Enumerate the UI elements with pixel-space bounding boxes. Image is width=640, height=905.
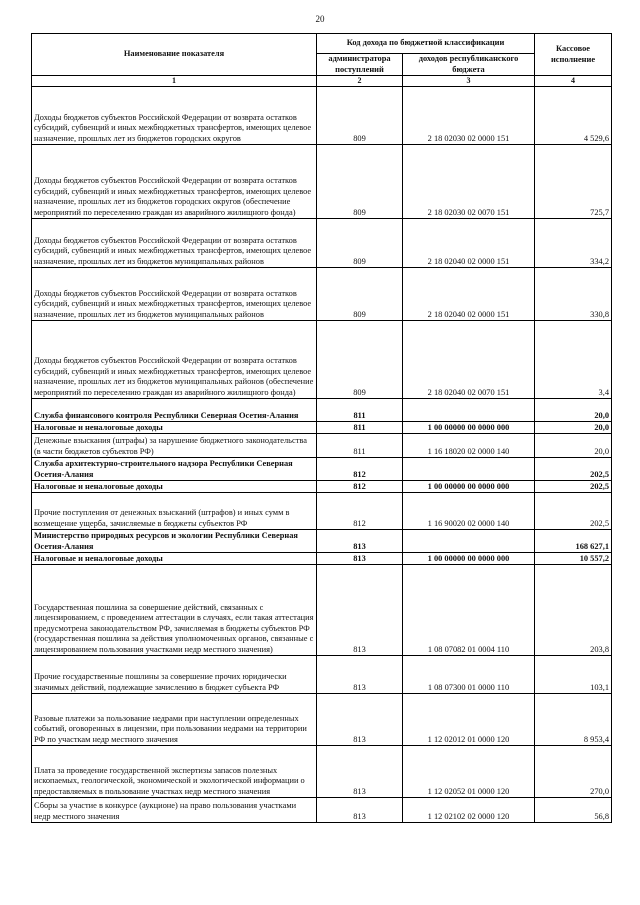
row-name-cell: Сборы за участие в конкурсе (аукционе) на право пользования участками недр местного значения bbox=[32, 798, 317, 823]
row-value-cell: 202,5 bbox=[535, 458, 612, 481]
row-value-cell: 203,8 bbox=[535, 565, 612, 656]
row-value-cell: 103,1 bbox=[535, 656, 612, 694]
row-name-cell: Налоговые и неналоговые доходы bbox=[32, 481, 317, 493]
row-admin-cell: 809 bbox=[317, 145, 403, 219]
page-number: 20 bbox=[315, 14, 325, 24]
row-admin-cell: 813 bbox=[317, 694, 403, 746]
row-code-cell: 1 08 07300 01 0000 110 bbox=[403, 656, 535, 694]
row-admin-cell: 813 bbox=[317, 656, 403, 694]
row-value-cell: 202,5 bbox=[535, 493, 612, 530]
header-admin: администратора поступлений bbox=[317, 54, 403, 76]
header-index-1: 1 bbox=[32, 76, 317, 87]
row-name-cell: Государственная пошлина за совершение действий, связанных с лицензированием, с проведением аттестации в случаях, если такая аттестация предусмотрена законодательством РФ, зачисляемая в бюджеты субъектов РФ (государственная пошлина за действия уполномоченных органов, связанные с лицензированием пользования участками недр местного значения) bbox=[32, 565, 317, 656]
row-name-cell: Министерство природных ресурсов и экологии Республики Северная Осетия-Алания bbox=[32, 530, 317, 553]
table-body bbox=[32, 87, 612, 823]
row-admin-cell: 809 bbox=[317, 87, 403, 145]
row-name-cell: Доходы бюджетов субъектов Российской Федерации от возврата остатков субсидий, субвенций и иных межбюджетных трансфертов, имеющих целевое назначение, прошлых лет из бюджетов городских округов (обеспечение мероприятий по переселению граждан из аварийного жилищного фонда) bbox=[32, 145, 317, 219]
row-admin-cell: 813 bbox=[317, 553, 403, 565]
row-name-cell: Прочие государственные пошлины за совершение прочих юридически значимых действий, подлежащие зачислению в бюджет субъекта РФ bbox=[32, 656, 317, 694]
row-value-cell: 334,2 bbox=[535, 219, 612, 268]
row-name-cell: Разовые платежи за пользование недрами при наступлении определенных событий, оговоренных в лицензии, при пользовании недрами на территории РФ по участкам недр местного значения bbox=[32, 694, 317, 746]
row-name-cell: Плата за проведение государственной экспертизы запасов полезных ископаемых, геологической, экономической и экологической информации о предоставляемых в пользование участках недр местного значения bbox=[32, 746, 317, 798]
header-code-group: Код дохода по бюджетной классификации bbox=[317, 34, 535, 54]
row-code-cell: 1 00 00000 00 0000 000 bbox=[403, 481, 535, 493]
row-code-cell: 1 12 02102 02 0000 120 bbox=[403, 798, 535, 823]
table-row bbox=[32, 493, 612, 530]
row-admin-cell: 811 bbox=[317, 399, 403, 422]
table-row bbox=[32, 481, 612, 493]
header-index-2: 2 bbox=[317, 76, 403, 87]
row-value-cell: 20,0 bbox=[535, 422, 612, 434]
header-revenue-code: доходов республиканского бюджета bbox=[403, 54, 535, 76]
row-name-cell: Служба архитектурно-строительного надзора Республики Северная Осетия-Алания bbox=[32, 458, 317, 481]
row-value-cell: 3,4 bbox=[535, 321, 612, 399]
row-value-cell: 4 529,6 bbox=[535, 87, 612, 145]
header-index-3: 3 bbox=[403, 76, 535, 87]
row-name-cell: Доходы бюджетов субъектов Российской Федерации от возврата остатков субсидий, субвенций и иных межбюджетных трансфертов, имеющих целевое назначение, прошлых лет из бюджетов муниципальных районов bbox=[32, 268, 317, 321]
row-value-cell: 725,7 bbox=[535, 145, 612, 219]
table-row bbox=[32, 268, 612, 321]
header-execution: Кассовое исполнение bbox=[535, 34, 612, 76]
row-name-cell: Доходы бюджетов субъектов Российской Федерации от возврата остатков субсидий, субвенций и иных межбюджетных трансфертов, имеющих целевое назначение, прошлых лет из бюджетов муниципальных районов (обеспечение мероприятий по переселению граждан из аварийного жилищного фонда) bbox=[32, 321, 317, 399]
row-admin-cell: 813 bbox=[317, 798, 403, 823]
table-row bbox=[32, 422, 612, 434]
header-name: Наименование показателя bbox=[32, 34, 317, 76]
row-code-cell: 1 16 18020 02 0000 140 bbox=[403, 434, 535, 458]
row-admin-cell: 813 bbox=[317, 565, 403, 656]
row-admin-cell: 809 bbox=[317, 219, 403, 268]
header-index-4: 4 bbox=[535, 76, 612, 87]
table-row bbox=[32, 565, 612, 656]
row-code-cell: 1 08 07082 01 0004 110 bbox=[403, 565, 535, 656]
row-value-cell: 8 953,4 bbox=[535, 694, 612, 746]
row-admin-cell: 813 bbox=[317, 530, 403, 553]
row-code-cell: 2 18 02030 02 0000 151 bbox=[403, 87, 535, 145]
row-code-cell: 1 12 02052 01 0000 120 bbox=[403, 746, 535, 798]
row-code-cell: 2 18 02040 02 0000 151 bbox=[403, 219, 535, 268]
row-name-cell: Прочие поступления от денежных взысканий (штрафов) и иных сумм в возмещение ущерба, зачисляемые в бюджеты субъектов РФ bbox=[32, 493, 317, 530]
row-code-cell bbox=[403, 458, 535, 481]
table-row bbox=[32, 458, 612, 481]
row-admin-cell: 809 bbox=[317, 321, 403, 399]
row-name-cell: Доходы бюджетов субъектов Российской Федерации от возврата остатков субсидий, субвенций и иных межбюджетных трансфертов, имеющих целевое назначение, прошлых лет из бюджетов муниципальных районов bbox=[32, 219, 317, 268]
row-admin-cell: 809 bbox=[317, 268, 403, 321]
row-value-cell: 20,0 bbox=[535, 399, 612, 422]
row-value-cell: 202,5 bbox=[535, 481, 612, 493]
row-value-cell: 270,0 bbox=[535, 746, 612, 798]
row-code-cell: 2 18 02040 02 0070 151 bbox=[403, 321, 535, 399]
table-row bbox=[32, 434, 612, 458]
row-admin-cell: 811 bbox=[317, 422, 403, 434]
row-code-cell: 1 00 00000 00 0000 000 bbox=[403, 422, 535, 434]
table-row bbox=[32, 219, 612, 268]
row-name-cell: Доходы бюджетов субъектов Российской Федерации от возврата остатков субсидий, субвенций и иных межбюджетных трансфертов, имеющих целевое назначение, прошлых лет из бюджетов городских округов bbox=[32, 87, 317, 145]
row-value-cell: 56,8 bbox=[535, 798, 612, 823]
row-value-cell: 10 557,2 bbox=[535, 553, 612, 565]
row-value-cell: 20,0 bbox=[535, 434, 612, 458]
table-row bbox=[32, 694, 612, 746]
row-name-cell: Налоговые и неналоговые доходы bbox=[32, 422, 317, 434]
row-name-cell: Налоговые и неналоговые доходы bbox=[32, 553, 317, 565]
row-value-cell: 330,8 bbox=[535, 268, 612, 321]
row-code-cell: 1 16 90020 02 0000 140 bbox=[403, 493, 535, 530]
row-code-cell bbox=[403, 530, 535, 553]
row-admin-cell: 812 bbox=[317, 458, 403, 481]
table-row bbox=[32, 530, 612, 553]
row-name-cell: Служба финансового контроля Республики Северная Осетия-Алания bbox=[32, 399, 317, 422]
table-row bbox=[32, 798, 612, 823]
row-value-cell: 168 627,1 bbox=[535, 530, 612, 553]
table-row bbox=[32, 87, 612, 145]
row-code-cell bbox=[403, 399, 535, 422]
row-admin-cell: 813 bbox=[317, 746, 403, 798]
row-code-cell: 2 18 02040 02 0000 151 bbox=[403, 268, 535, 321]
table-row bbox=[32, 399, 612, 422]
row-code-cell: 1 00 00000 00 0000 000 bbox=[403, 553, 535, 565]
row-name-cell: Денежные взыскания (штрафы) за нарушение бюджетного законодательства (в части бюджетов субъектов РФ) bbox=[32, 434, 317, 458]
row-admin-cell: 812 bbox=[317, 493, 403, 530]
row-admin-cell: 812 bbox=[317, 481, 403, 493]
table-row bbox=[32, 746, 612, 798]
table-row bbox=[32, 145, 612, 219]
table-row bbox=[32, 553, 612, 565]
table-row bbox=[32, 656, 612, 694]
row-code-cell: 1 12 02012 01 0000 120 bbox=[403, 694, 535, 746]
row-admin-cell: 811 bbox=[317, 434, 403, 458]
table-row bbox=[32, 321, 612, 399]
revenue-table bbox=[31, 33, 612, 823]
row-code-cell: 2 18 02030 02 0070 151 bbox=[403, 145, 535, 219]
